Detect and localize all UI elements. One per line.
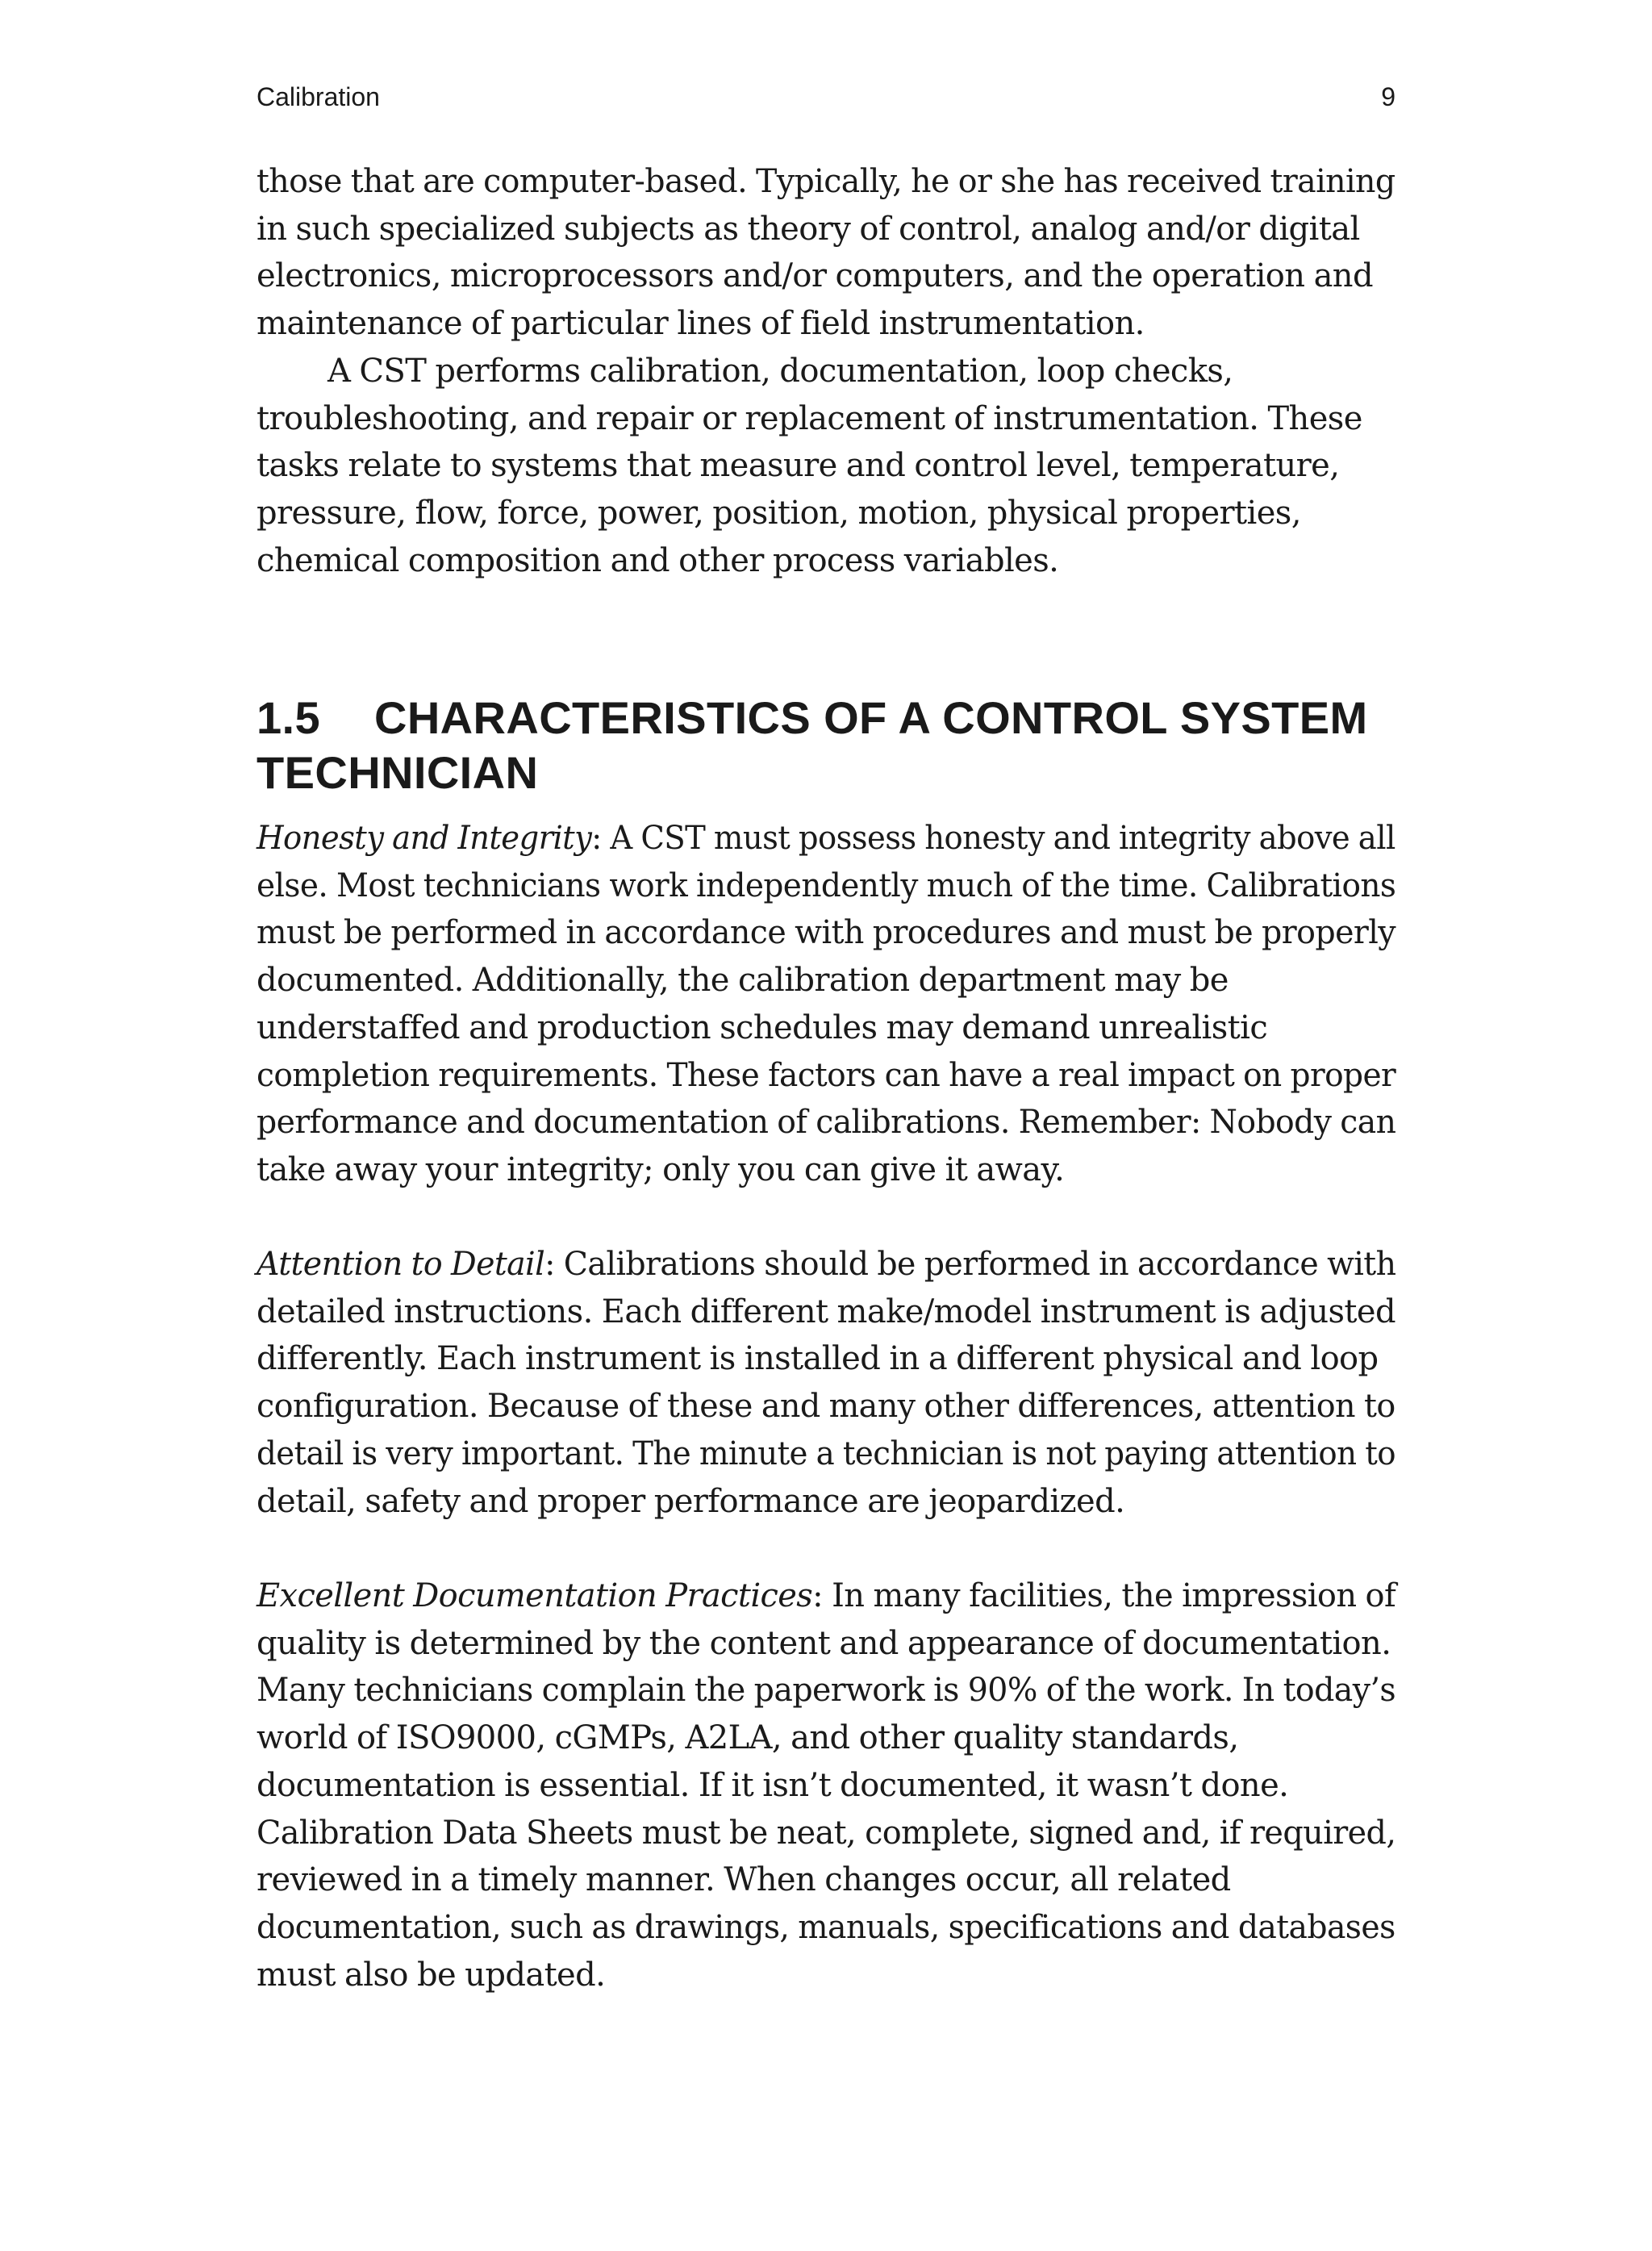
section-title-part: CHARACTERISTICS OF A CONTROL SYSTEM [374, 692, 1368, 743]
text-line: must be performed in accordance with procedures and must be properly [257, 914, 1396, 952]
paragraph-lead: : Calibrations should be performed in accordance with [544, 1246, 1396, 1283]
section-title-part: TECHNICIAN [257, 747, 539, 798]
running-head [257, 79, 1395, 115]
paragraph-term: Attention to Detail [257, 1246, 545, 1283]
text-line: chemical composition and other process variables. [257, 541, 1059, 579]
text-line: detailed instructions. Each different make/model instrument is adjusted [257, 1293, 1395, 1330]
paragraph-honesty [257, 815, 1395, 1194]
intro-text [257, 158, 1395, 584]
paragraph-attention [257, 1241, 1395, 1525]
text-line: pressure, flow, force, power, position, motion, physical properties, [257, 494, 1301, 532]
section-heading [257, 691, 1395, 800]
paragraph-term: Excellent Documentation Practices [257, 1577, 813, 1614]
text-line: tasks relate to systems that measure and control level, temperature, [257, 447, 1340, 485]
chapter-title: Calibration [257, 82, 380, 111]
text-line: those that are computer-based. Typically, he or she has received training [257, 163, 1395, 200]
text-line: world of ISO9000, cGMPs, A2LA, and other quality standards, [257, 1719, 1239, 1757]
text-line: detail, safety and proper performance are jeopardized. [257, 1482, 1125, 1520]
text-line: in such specialized subjects as theory of control, analog and/or digital [257, 210, 1360, 248]
text-line: performance and documentation of calibrations. Remember: Nobody can [257, 1104, 1396, 1142]
text-line: documented. Additionally, the calibration department may be [257, 962, 1229, 1000]
text-line: configuration. Because of these and many other differences, attention to [257, 1388, 1395, 1426]
text-line: A CST performs calibration, documentation, loop checks, [327, 352, 1233, 390]
text-line: differently. Each instrument is installed in a different physical and loop [257, 1340, 1379, 1378]
text-line: detail is very important. The minute a technician is not paying attention to [257, 1435, 1395, 1472]
paragraph-term: Honesty and Integrity [257, 820, 592, 857]
text-line [257, 1241, 1396, 1288]
text-line: reviewed in a timely manner. When changes occur, all related [257, 1861, 1231, 1899]
section-number: 1.5 [257, 692, 321, 743]
text-line: Calibration Data Sheets must be neat, complete, signed and, if required, [257, 1814, 1396, 1852]
text-line: maintenance of particular lines of field instrumentation. [257, 305, 1145, 343]
text-line [257, 1572, 1396, 1620]
text-line: electronics, microprocessors and/or computers, and the operation and [257, 257, 1373, 295]
paragraph-documentation [257, 1572, 1395, 1998]
section-heading-line [257, 691, 1395, 745]
text-line: else. Most technicians work independently much of the time. Calibrations [257, 867, 1396, 904]
text-line: take away your integrity; only you can give it away. [257, 1151, 1065, 1188]
text-line: documentation is essential. If it isn’t documented, it wasn’t done. [257, 1766, 1289, 1804]
paragraph-lead: : A CST must possess honesty and integrity above all [591, 820, 1395, 857]
paragraph-lead: : In many facilities, the impression of [812, 1577, 1396, 1614]
text-line: quality is determined by the content and appearance of documentation. [257, 1624, 1391, 1662]
text-line: understaffed and production schedules may demand unrealistic [257, 1009, 1268, 1046]
text-line: documentation, such as drawings, manuals, specifications and databases [257, 1908, 1395, 1946]
text-line: completion requirements. These factors can have a real impact on proper [257, 1056, 1396, 1094]
page-number: 9 [1381, 82, 1395, 111]
text-line [257, 815, 1395, 862]
text-line: must also be updated. [257, 1956, 606, 1994]
text-line: Many technicians complain the paperwork is 90% of the work. In today’s [257, 1672, 1396, 1710]
text-line: troubleshooting, and repair or replacement of instrumentation. These [257, 399, 1362, 437]
